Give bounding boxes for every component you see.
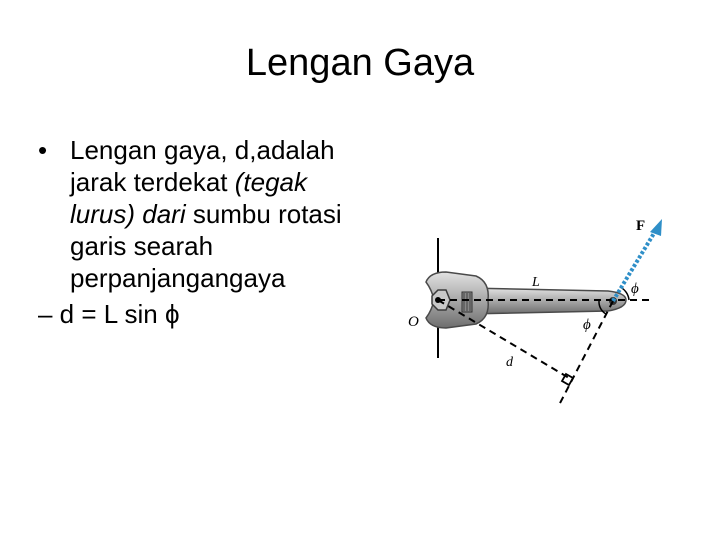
bullet-list	[38, 134, 398, 330]
bullet-text	[70, 134, 398, 294]
italic-fragment: lurus) dari	[70, 199, 186, 229]
wrench-diagram	[398, 200, 720, 415]
italic-fragment: (tegak	[234, 167, 308, 197]
bullet-marker: •	[38, 135, 48, 165]
angle-top-label: ϕ	[631, 281, 639, 297]
bullet-line-5: perpanjangangaya	[70, 263, 286, 293]
angle-bottom-label: ϕ	[583, 317, 591, 333]
arm-label: d	[506, 355, 513, 370]
slide-title: Lengan Gaya	[245, 42, 475, 84]
length-label: L	[532, 275, 540, 290]
sub-item-formula: – d = L sin ϕ	[38, 299, 180, 329]
origin-label: O	[408, 314, 419, 330]
force-label: F	[636, 218, 646, 234]
bullet-line-1: Lengan gaya, d,adalah	[70, 135, 335, 165]
bullet-line-2: jarak terdekat (tegak	[70, 167, 308, 197]
bullet-line-4: garis searah	[70, 231, 214, 261]
bullet-line-3: lurus) dari sumbu rotasi	[70, 199, 342, 229]
bullet-item	[38, 134, 398, 294]
